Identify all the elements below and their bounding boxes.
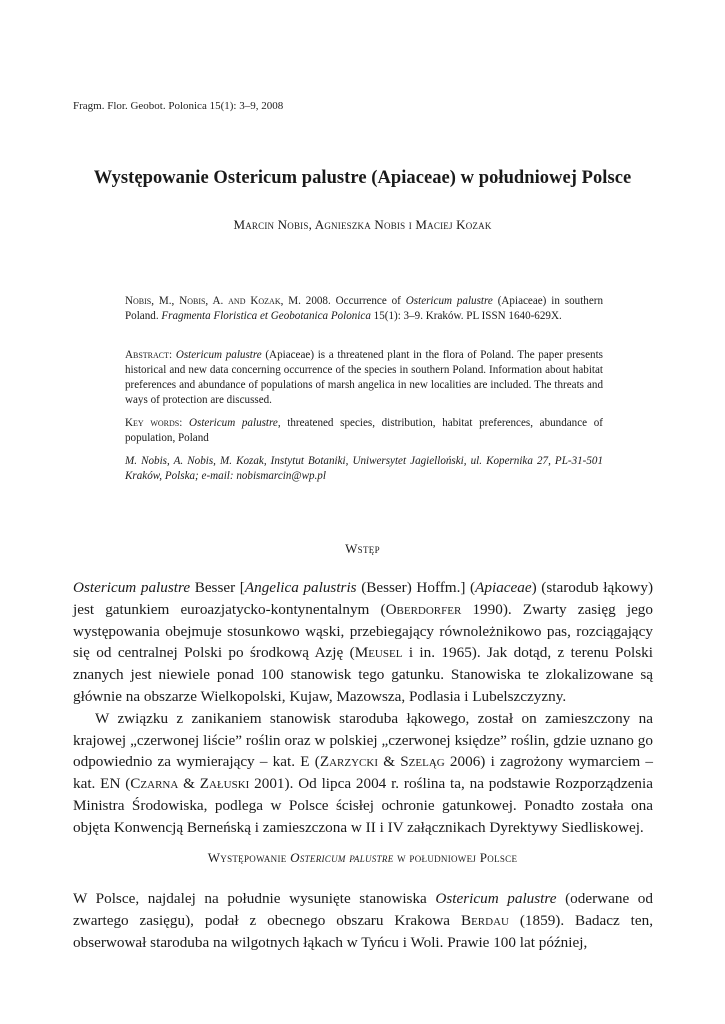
- citation-species: Ostericum palustre: [405, 295, 493, 307]
- author-2-last: Nobis: [374, 217, 406, 232]
- author-list: [0, 217, 725, 233]
- abstract-block: [125, 348, 603, 408]
- keywords-species: Ostericum palustre: [189, 417, 278, 429]
- section-heading-intro: Wstęp: [345, 541, 380, 556]
- reference-author: Czarna & Załuski: [130, 775, 250, 793]
- abstract-label: Abstract:: [125, 349, 173, 361]
- heading-text: w południowej Polsce: [393, 850, 518, 865]
- citation-authors: Nobis, M., Nobis, A. and Kozak, M.: [125, 295, 301, 307]
- author-separator: i: [405, 217, 416, 232]
- species-name: Ostericum palustre: [73, 579, 191, 596]
- occurrence-text: [73, 888, 653, 953]
- species-name: Ostericum palustre: [435, 890, 557, 907]
- author-1-first: Marcin: [233, 217, 275, 232]
- intro-text: [73, 577, 653, 839]
- heading-species: Ostericum palustre: [290, 850, 394, 865]
- keywords-text: , threatened species, distribution, habitat preferences, abundance of population, Poland: [125, 417, 603, 444]
- citation-text: (Apiaceae) in southern Poland.: [125, 295, 603, 322]
- author-2-first: Agnieszka: [314, 217, 371, 232]
- paragraph-text: ) (starodub łąkowy) jest gatunkiem euroazjatycko-kontynentalnym (: [73, 579, 653, 618]
- author-1-last: Nobis: [277, 217, 309, 232]
- abstract-text: (Apiaceae) is a threatened plant in the flora of Poland. The paper presents historical and new data concerning occurrence of the species in southern Poland. Information about habitat preferences and abundance of populations of marsh angelica in new localities are included. The threats and ways of protection are discussed.: [125, 349, 603, 406]
- heading-text: Występowanie: [207, 850, 291, 865]
- species-name: Angelica palustris: [244, 579, 357, 596]
- paragraph-text: W Polsce, najdalej na południe wysunięte stanowiska: [73, 890, 436, 907]
- reference-author: Oberdorfer: [385, 600, 462, 618]
- paragraph-text: W związku z zanikaniem stanowisk staroduba łąkowego, został on zamieszczony na krajowej „czerwonej liście” roślin oraz w polskiej „czerwonej księdze” roślin, gdzie uznano go odpowiednio za wymierający – kat. E (: [73, 709, 653, 771]
- reference-author: Berdau: [460, 911, 509, 929]
- journal-reference: Fragm. Flor. Geobot. Polonica 15(1): 3–9, 2008: [73, 100, 284, 112]
- author-address: M. Nobis, A. Nobis, M. Kozak, Instytut Botaniki, Uniwersytet Jagielloński, ul. Kopernika 27, PL-31-501 Kraków, Polska; e-mail: nobismarcin@wp.pl: [125, 455, 603, 482]
- paragraph-text: Besser [: [190, 579, 245, 596]
- paper-title: Występowanie Ostericum palustre (Apiaceae) w południowej Polsce: [93, 168, 632, 188]
- author-3-last: Kozak: [456, 217, 492, 232]
- paragraph-text: (oderwane od zwartego zasięgu), podał z obecnego obszaru Krakowa: [73, 890, 653, 929]
- paragraph-text: 2001). Od lipca 2004 r. roślina ta, na podstawie Rozporządzenia Ministra Środowiska, podlega w Polsce ścisłej ochronie gatunkowej. Ponadto została ona objęta Konwencją Berneńską i zamieszczona w II i IV załącznikach Dyrektywy Siedliskowej.: [73, 775, 653, 836]
- section-heading-occurrence: [0, 850, 725, 866]
- citation-text: 15(1): 3–9. Kraków. PL ISSN 1640-629X.: [370, 310, 562, 322]
- citation-journal: Fragmenta Floristica et Geobotanica Polonica: [161, 310, 371, 322]
- citation-block: [125, 294, 603, 324]
- paragraph: [73, 708, 653, 839]
- paragraph-text: 1990). Zwarty zasięg jego występowania obejmuje stosunkowo wąski, przebiegający równoleżnikowo pas, rozciągający się od centralnej Polski po środkową Azję (: [73, 600, 653, 662]
- paragraph: [73, 577, 653, 708]
- citation-text: 2008. Occurrence of: [300, 295, 406, 307]
- keywords-block: [125, 416, 603, 446]
- author-3-first: Maciej: [415, 217, 453, 232]
- keywords-label: Key words:: [125, 417, 183, 429]
- paragraph-text: (1859). Badacz ten, obserwował staroduba na wilgotnych łąkach w Tyńcu i Woli. Prawie 100 lat później,: [73, 911, 653, 951]
- paragraph-text: (Besser) Hoffm.] (: [356, 579, 476, 596]
- reference-author: Zarzycki & Szeląg: [319, 753, 445, 771]
- paragraph: [73, 888, 653, 953]
- family-name: Apiaceae: [475, 579, 532, 596]
- author-separator: ,: [308, 217, 315, 232]
- reference-author: Meusel: [354, 644, 403, 662]
- paragraph-text: i in. 1965). Jak dotąd, z terenu Polski znanych jest niewiele ponad 100 stanowisk tego gatunku. Stanowiska te zlokalizowane są głównie na obszarze Wielkopolski, Kujaw, Mazowsza, Podlasia i Lubelszczyzny.: [73, 644, 653, 705]
- abstract-species: Ostericum palustre: [175, 349, 262, 361]
- paragraph-text: 2006) i zagrożony wymarciem – kat. EN (: [73, 753, 653, 793]
